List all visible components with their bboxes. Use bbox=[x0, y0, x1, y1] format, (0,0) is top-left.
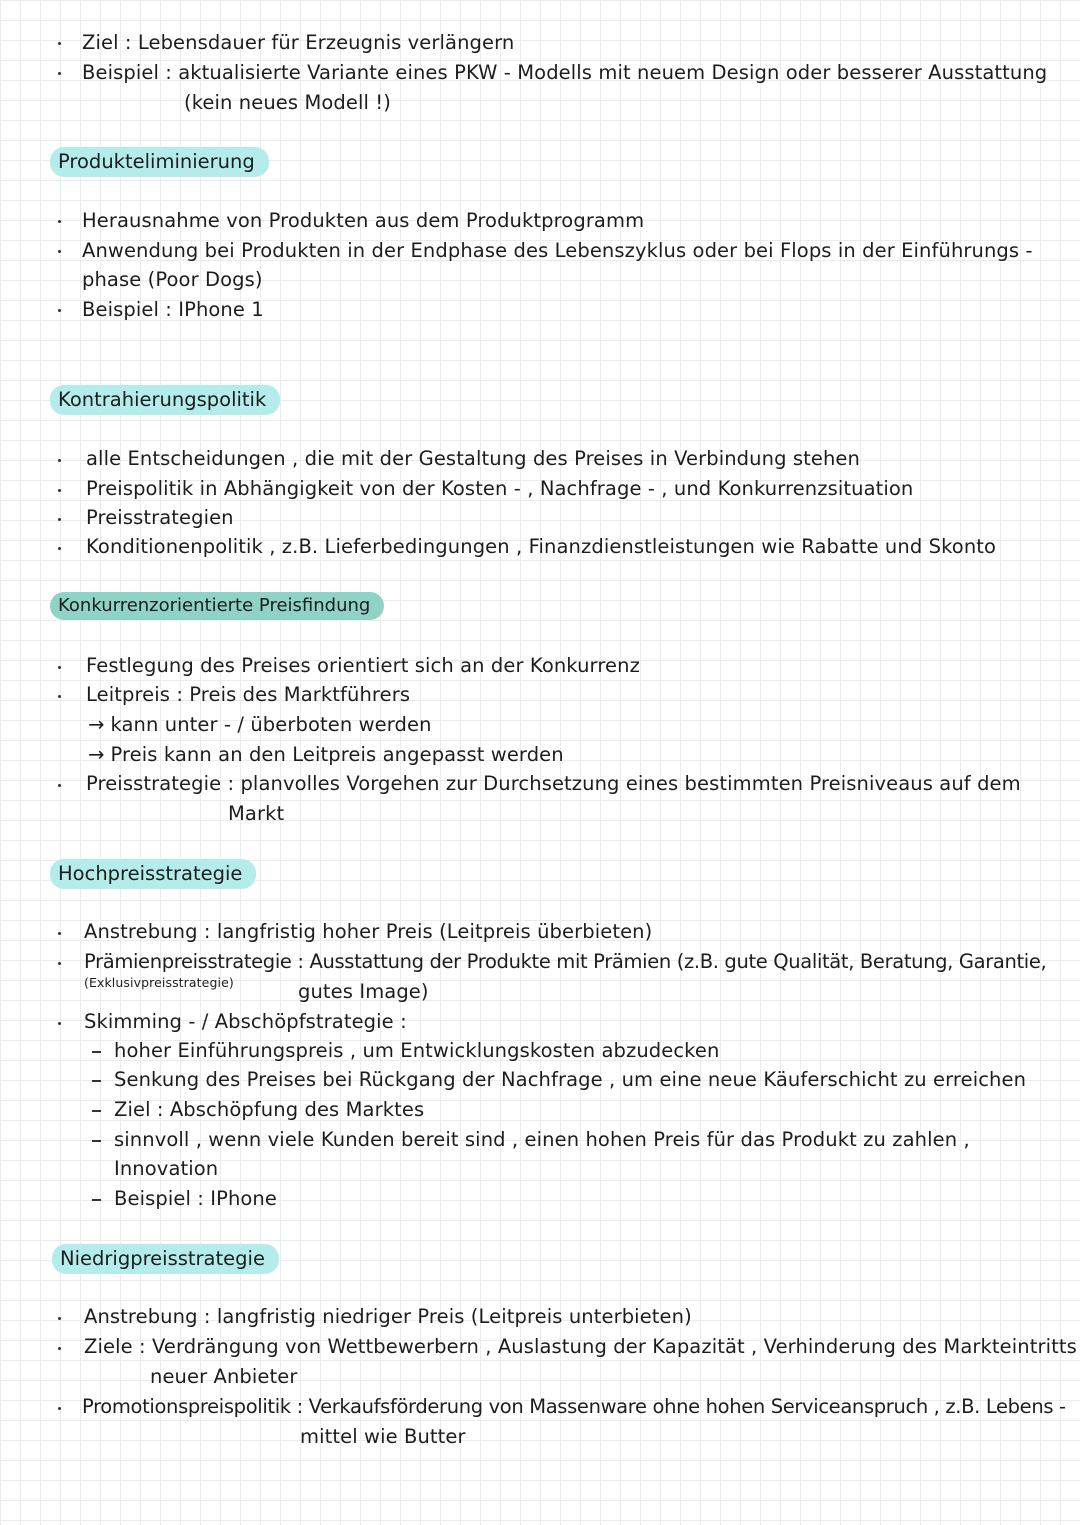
produkteliminierung-bullet-2: Anwendung bei Produkten in der Endphase des Lebenszyklus oder bei Flops in der Einführungs - bbox=[82, 239, 1033, 262]
bullet bbox=[58, 1022, 61, 1025]
niedrigpreis-bullet-3: Promotionspreispolitik : Verkaufsförderung von Massenware ohne hohen Serviceanspruch , z.B. Lebens - bbox=[82, 1395, 1066, 1418]
heading-hochpreisstrategie: Hochpreisstrategie bbox=[50, 859, 256, 889]
heading-niedrigpreisstrategie: Niedrigpreisstrategie bbox=[52, 1244, 279, 1274]
dash bbox=[92, 1110, 101, 1112]
bullet bbox=[58, 250, 61, 253]
arrow-right-icon: → bbox=[88, 713, 105, 736]
beispiel-line: Beispiel : aktualisierte Variante eines PKW - Modells mit neuem Design oder besserer Ausstattung bbox=[82, 61, 1048, 84]
produkteliminierung-bullet-3: Beispiel : IPhone 1 bbox=[82, 298, 264, 321]
ziel-line: Ziel : Lebensdauer für Erzeugnis verlängern bbox=[82, 31, 515, 54]
bullet bbox=[58, 42, 61, 45]
konkurrenz-bullet-2: Leitpreis : Preis des Marktführers bbox=[86, 683, 411, 706]
konkurrenz-bullet-3: Preisstrategie : planvolles Vorgehen zur Durchsetzung eines bestimmten Preisniveaus auf dem bbox=[86, 772, 1021, 795]
bullet bbox=[58, 932, 61, 935]
bullet bbox=[58, 489, 61, 492]
bullet bbox=[58, 459, 61, 462]
bullet bbox=[58, 666, 61, 669]
heading-produkteliminierung: Produkteliminierung bbox=[50, 147, 269, 177]
hochpreis-bullet-1: Anstrebung : langfristig hoher Preis (Leitpreis überbieten) bbox=[84, 920, 653, 943]
hochpreis-bullet-2: Prämienpreisstrategie : Ausstattung der Produkte mit Prämien (z.B. gute Qualität, Beratung, Garantie, bbox=[84, 950, 1047, 973]
hochpreis-dash-4: sinnvoll , wenn viele Kunden bereit sind , einen hohen Preis für das Produkt zu zahlen , bbox=[114, 1128, 970, 1151]
bullet bbox=[58, 1347, 61, 1350]
bullet bbox=[58, 547, 61, 550]
konkurrenz-arrow-2 bbox=[88, 742, 564, 768]
dash bbox=[92, 1051, 101, 1053]
heading-kontrahierungspolitik: Kontrahierungspolitik bbox=[50, 385, 280, 415]
kontrahierung-bullet-3: Preisstrategien bbox=[86, 506, 234, 529]
konkurrenz-bullet-3-cont: Markt bbox=[228, 802, 285, 825]
bullet bbox=[58, 518, 61, 521]
hochpreis-dash-3: Ziel : Abschöpfung des Marktes bbox=[114, 1098, 425, 1121]
arrow-right-icon: → bbox=[88, 743, 105, 766]
hochpreis-bullet-2-cont: gutes Image) bbox=[298, 980, 429, 1003]
dash bbox=[92, 1080, 101, 1082]
bullet bbox=[58, 72, 61, 75]
kontrahierung-bullet-1: alle Entscheidungen , die mit der Gestaltung des Preises in Verbindung stehen bbox=[86, 447, 860, 470]
kontrahierung-bullet-2: Preispolitik in Abhängigkeit von der Kosten - , Nachfrage - , und Konkurrenzsituation bbox=[86, 477, 914, 500]
bullet bbox=[58, 220, 61, 223]
bullet bbox=[58, 1317, 61, 1320]
bullet bbox=[58, 962, 61, 965]
hochpreis-dash-1: hoher Einführungspreis , um Entwicklungskosten abzudecken bbox=[114, 1039, 720, 1062]
dash bbox=[92, 1140, 101, 1142]
hochpreis-dash-2: Senkung des Preises bei Rückgang der Nachfrage , um eine neue Käuferschicht zu erreichen bbox=[114, 1068, 1027, 1091]
hochpreis-dash-4-cont: Innovation bbox=[114, 1157, 219, 1180]
konkurrenz-arrow-1 bbox=[88, 712, 432, 738]
hochpreis-dash-5: Beispiel : IPhone bbox=[114, 1187, 277, 1210]
bullet bbox=[58, 1407, 61, 1410]
niedrigpreis-bullet-3-cont: mittel wie Butter bbox=[300, 1425, 466, 1448]
produkteliminierung-bullet-2-cont: phase (Poor Dogs) bbox=[82, 268, 263, 291]
konkurrenz-arrow-2-text: Preis kann an den Leitpreis angepasst werden bbox=[110, 743, 564, 766]
niedrigpreis-bullet-2-cont: neuer Anbieter bbox=[150, 1365, 298, 1388]
konkurrenz-arrow-1-text: kann unter - / überboten werden bbox=[110, 713, 432, 736]
produkteliminierung-bullet-1: Herausnahme von Produkten aus dem Produktprogramm bbox=[82, 209, 645, 232]
heading-konkurrenzorientierte-preisfindung: Konkurrenzorientierte Preisfindung bbox=[50, 592, 384, 620]
bullet bbox=[58, 784, 61, 787]
konkurrenz-bullet-1: Festlegung des Preises orientiert sich an der Konkurrenz bbox=[86, 654, 640, 677]
bullet bbox=[58, 309, 61, 312]
niedrigpreis-bullet-1: Anstrebung : langfristig niedriger Preis (Leitpreis unterbieten) bbox=[84, 1305, 692, 1328]
bullet bbox=[58, 695, 61, 698]
niedrigpreis-bullet-2: Ziele : Verdrängung von Wettbewerbern , Auslastung der Kapazität , Verhinderung des Markteintritts bbox=[84, 1335, 1077, 1358]
beispiel-continuation: (kein neues Modell !) bbox=[184, 91, 391, 114]
hochpreis-bullet-2-sub: (Exklusivpreisstrategie) bbox=[84, 975, 234, 990]
hochpreis-bullet-3: Skimming - / Abschöpfstrategie : bbox=[84, 1010, 407, 1033]
kontrahierung-bullet-4: Konditionenpolitik , z.B. Lieferbedingungen , Finanzdienstleistungen wie Rabatte und Skonto bbox=[86, 535, 997, 558]
dash bbox=[92, 1199, 101, 1201]
